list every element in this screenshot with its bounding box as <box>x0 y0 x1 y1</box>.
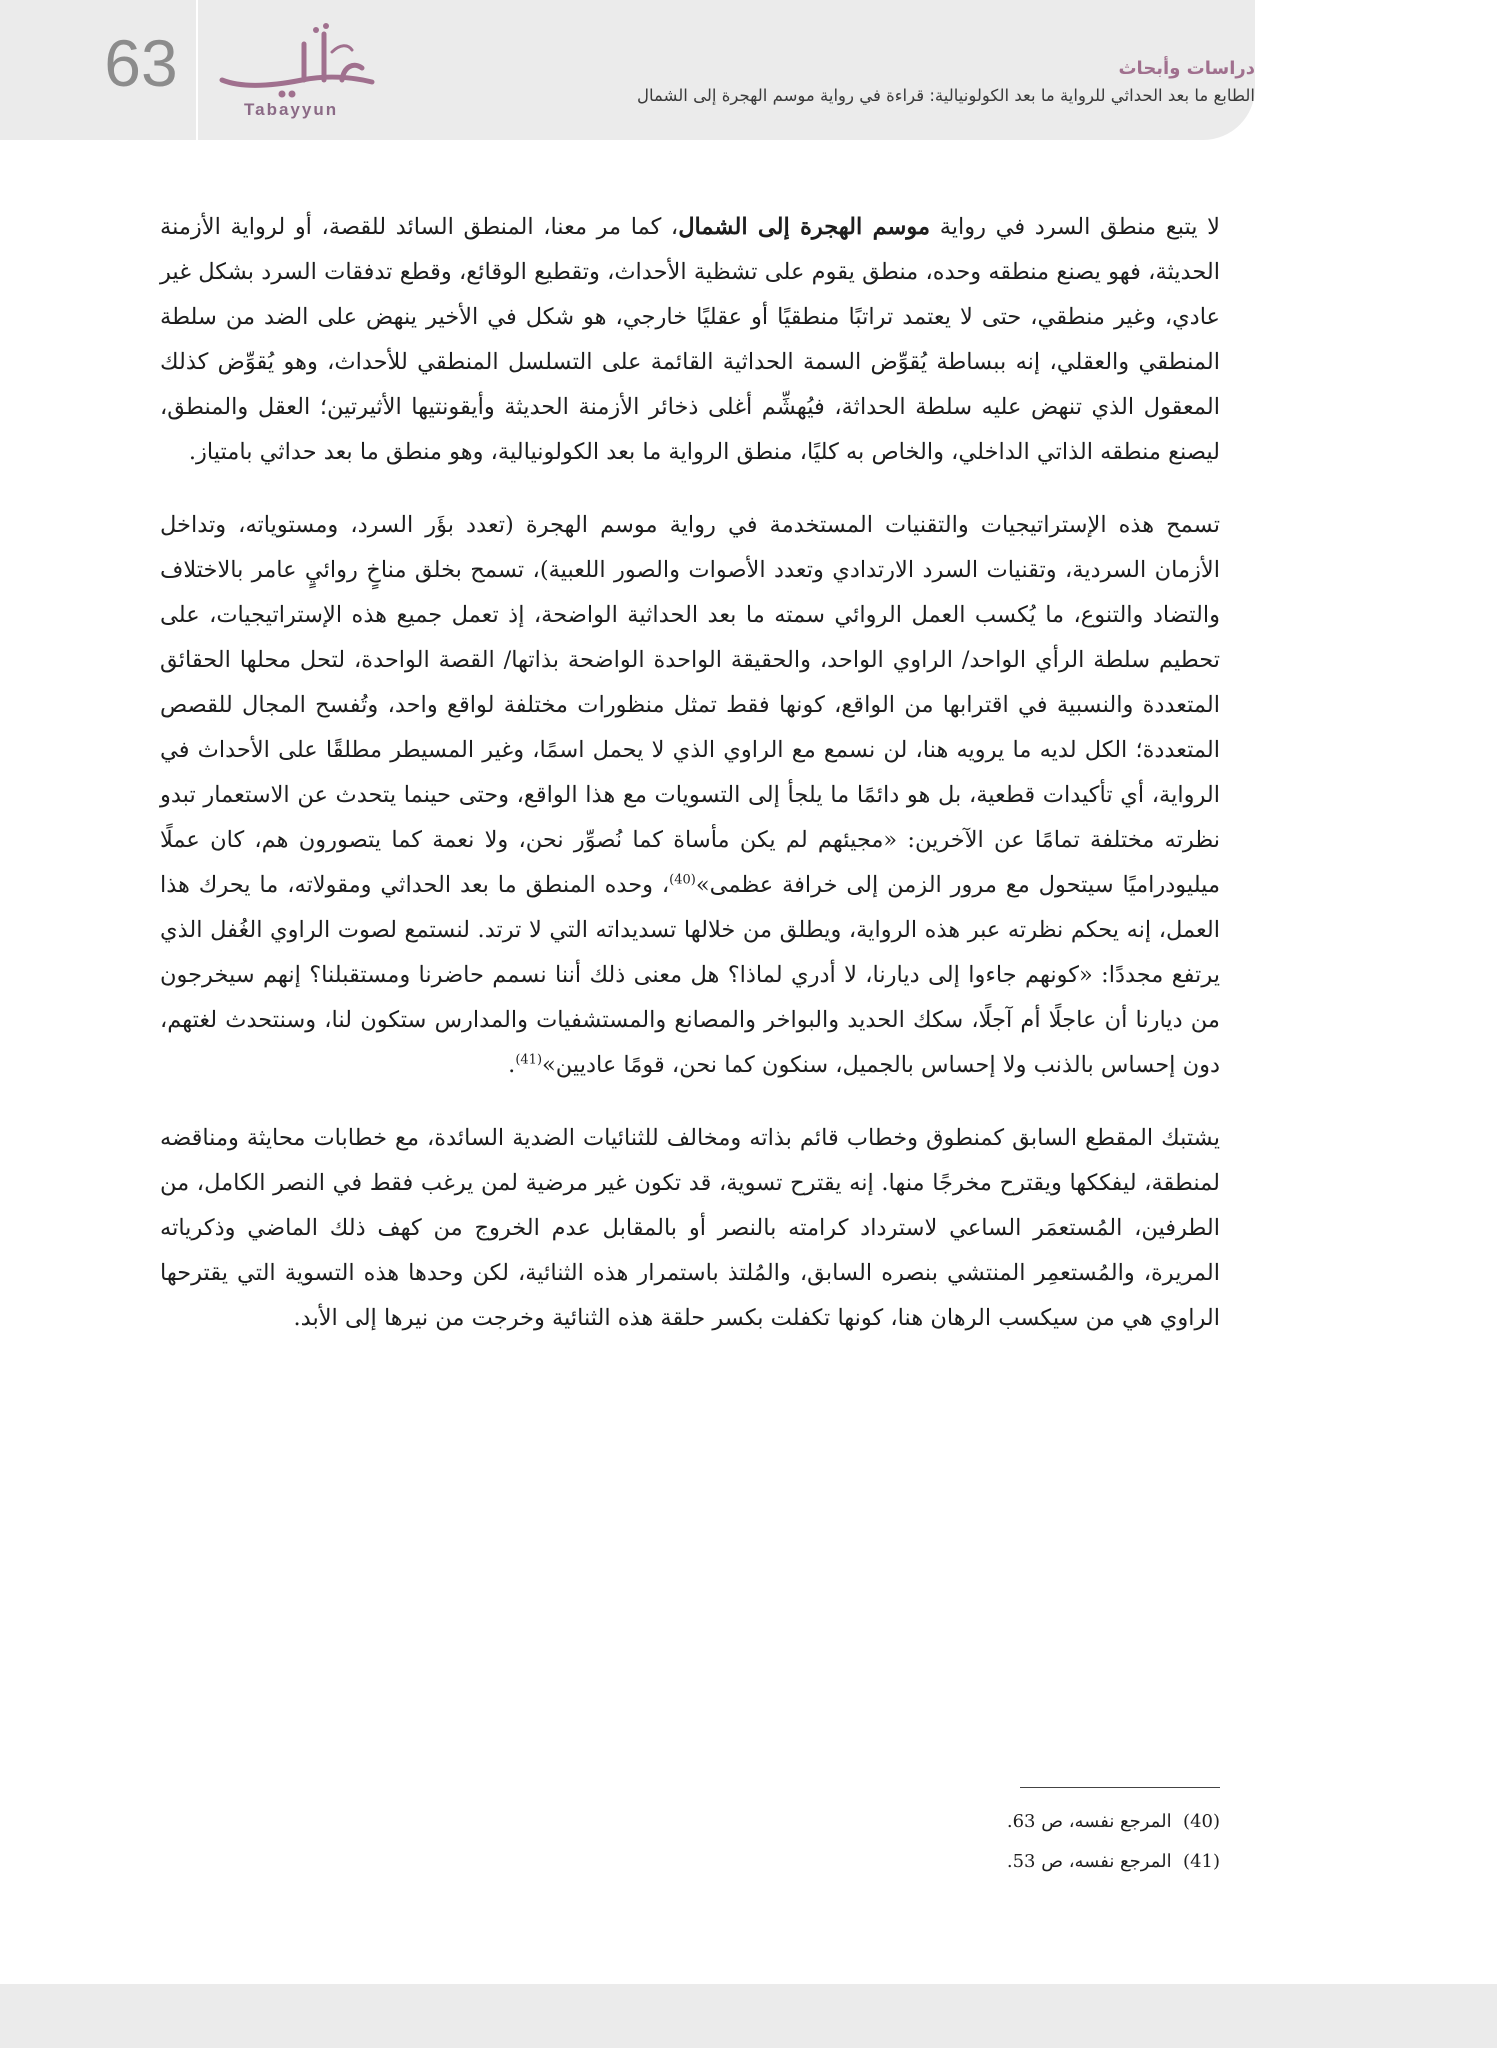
tabayyun-logo-mark-icon <box>212 22 392 102</box>
paragraph-2: تسمح هذه الإستراتيجيات والتقنيات المستخدمة في رواية موسم الهجرة (تعدد بؤَر السرد، ومستوياته، وتداخل الأزمان السردية، وتقنيات السرد الارتدادي وتعدد الأصوات والصور اللعبية)، تسمح بخلق مناخٍ روائيٍ عامر بالاختلاف والتضاد والتنوع، ما يُكسب العمل الروائي سمته ما بعد الحداثية الواضحة، إذ تعمل جميع هذه الإستراتيجيات، على تحطيم سلطة الرأي الواحد/ الراوي الواحد، والحقيقة الواحدة الواضحة بذاتها/ القصة الواحدة، لتحل محلها الحقائق المتعددة والنسبية في اقترابها من الواقع، كونها فقط تمثل منظورات مختلفة لواقع واحد، وتُفسح المجال للقصص المتعددة؛ الكل لديه ما يرويه هنا، لن نسمع مع الراوي الذي لا يحمل اسمًا، وغير المسيطر مطلقًا على الأحداث في الرواية، أي تأكيدات قطعية، بل هو دائمًا ما يلجأ إلى التسويات مع هذا الواقع، وحتى حينما يتحدث عن الاستعمار تبدو نظرته مختلفة تمامًا عن الآخرين: «مجيئهم لم يكن مأساة كما نُصوِّر نحن، ولا نعمة كما يتصورون هم، كان عملًا ميليودراميًا سيتحول مع مرور الزمن إلى خرافة عظمى»$^{(40)}$، وحده المنطق ما بعد الحداثي ومقولاته، ما يحرك هذا العمل، إنه يحكم نظرته عبر هذه الرواية، ويطلق من خلالها تسديداته التي لا ترتد. لنستمع لصوت الراوي الغُفل الذي يرتفع مجددًا: «كونهم جاءوا إلى ديارنا، لا أدري لماذا؟ هل معنى ذلك أننا نسمم حاضرنا ومستقبلنا؟ إنهم سيخرجون من ديارنا أن عاجلًا أم آجلًا، سكك الحديد والبواخر والمصانع والمستشفيات والمدارس ستكون لنا، وسنتحدث لغتهم، دون إحساس بالذنب ولا إحساس بالجميل، سنكون كما نحن، قومًا عاديين»$^{(41)}$. <box>160 512 1220 1078</box>
footnote: (41) المرجع نفسه، ص 53. <box>1006 1851 1220 1872</box>
footnote-divider <box>1020 1787 1220 1788</box>
page-number: 63 <box>104 26 178 100</box>
paragraph-1: لا يتبع منطق السرد في رواية موسم الهجرة إلى الشمال، كما مر معنا، المنطق السائد للقصة، أو لرواية الأزمنة الحديثة، فهو يصنع منطقه وحده، منطق يقوم على تشظية الأحداث، وتقطيع الوقائع، وقطع تدفقات السرد بشكل غير عادي، وغير منطقي، حتى لا يعتمد تراتبًا منطقيًا أو عقليًا خارجي، هو شكل في الأخير ينهض على الضد من سلطة المنطقي والعقلي، إنه ببساطة يُقوِّض السمة الحداثية القائمة على التسلسل المنطقي للأحداث، وهو يُقوِّض كذلك المعقول الذي تنهض عليه سلطة الحداثة، فيُهشِّم أغلى ذخائر الأزمنة الحديثة وأيقونتيها الأثيرتين؛ العقل والمنطق، ليصنع منطقه الذاتي الداخلي، والخاص به كليًا، منطق الرواية ما بعد الكولونيالية، وهو منطق ما بعد حداثي بامتياز. <box>160 214 1221 465</box>
paragraph-3: يشتبك المقطع السابق كمنطوق وخطاب قائم بذاته ومخالف للثنائيات الضدية السائدة، مع خطابات محايثة ومناقضه لمنطقة، ليفككها ويقترح مخرجًا منها. إنه يقترح تسوية، قد تكون غير مرضية لمن يرغب فقط في النصر الكامل، من الطرفين، المُستعمَر الساعي لاسترداد كرامته بالنصر أو بالمقابل عدم الخروج من كهف ذلك الماضي وذكرياته المريرة، والمُستعمِر المنتشي بنصره السابق، والمُلتذ باستمرار هذه الثنائية، لكن وحدها هذه التسوية التي يقترحها الراوي هي من سيكسب الرهان هنا، كونها تكفلت بكسر حلقة هذه الثنائية وخرجت من نيرها إلى الأبد. <box>160 1125 1220 1331</box>
footnote-ref-40[interactable]: (40) <box>669 872 696 888</box>
article-body <box>160 205 1220 1369</box>
footnote-ref-41[interactable]: (41) <box>515 1052 543 1068</box>
bottom-band <box>0 1984 1497 2048</box>
header-bar <box>0 0 1255 140</box>
novel-title: موسم الهجرة إلى الشمال <box>678 214 931 240</box>
footnotes <box>420 1802 1220 1882</box>
section-title: دراسات وأبحاث <box>1118 58 1255 79</box>
article-running-title: الطابع ما بعد الحداثي للرواية ما بعد الكولونيالية: قراءة في رواية موسم الهجرة إلى الشمال <box>637 86 1255 105</box>
logo-latin-text: Tabayyun <box>244 100 339 119</box>
header-divider <box>196 0 198 140</box>
footnote: (40) المرجع نفسه، ص 63. <box>1006 1811 1220 1832</box>
tabayyun-logo <box>212 22 392 122</box>
